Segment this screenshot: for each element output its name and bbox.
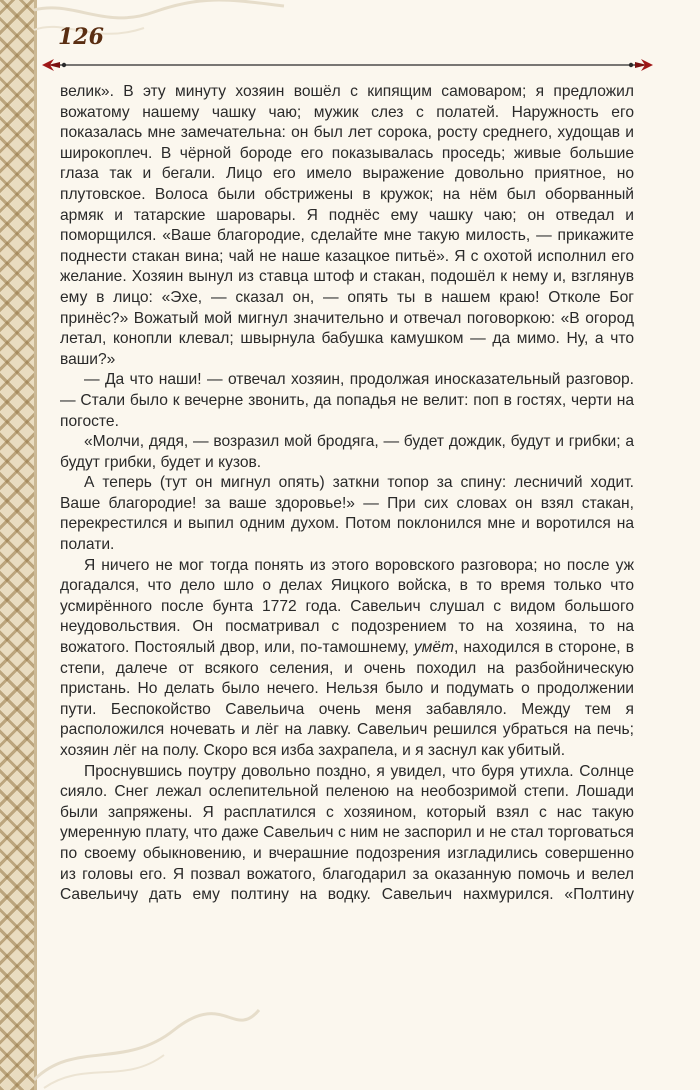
- swirl-ornament-bottom: [34, 1000, 264, 1090]
- page-number: 126: [58, 24, 104, 50]
- paragraph: Я ничего не мог тогда понять из этого воровского разговора; но после уж догадался, что дело шло о делах Яицкого войска, в то время только что усмирённого после бунта 1772 года. Савельич слушал с видом большого неудовольствия. Он посматривал с подозрением то на хозяина, то на вожатого. Постоялый двор, или, по-тамошнему, умёт, находился в стороне, в степи, далече от всякого селения, и очень походил на разбойническую пристань. Но делать было нечего. Нельзя было и подумать о продолжении пути. Беспокойство Савельича очень меня забавляло. Между тем я расположился ночевать и лёг на лавку. Савельич решился убраться на печь; хозяин лёг на полу. Скоро вся изба захрапела, и я заснул как убитый.: [60, 556, 635, 759]
- paragraph: велик». В эту минуту хозяин вошёл с кипящим самоваром; я предложил вожатому нашему чашку чаю; мужик слез с полатей. Наружность его показалась мне замечательна: он был лет сорока, росту среднего, худощав и широкоплеч. В чёрной бороде его показывалась проседь; живые большие глаза так и бегали. Лицо его имело выражение довольно приятное, но плутовское. Волоса были обстрижены в кружок; на нём был оборванный армяк и татарские шаровары. Я поднёс ему чашку чаю; он отведал и поморщился. «Ваше благородие, сделайте мне такую милость, — прикажите поднести стакан вина; чай не наше казацкое питьё». Я с охотой исполнил его желание. Хозяин вынул из ставца штоф и стакан, подошёл к нему и, взглянув ему в лицо: «Эхе, — сказал он, — опять ты в нашем краю! Отколе Бог принёс?» Вожатый мой мигнул значительно и отвечал поговоркою: «В огород летал, конопли клевал; швырнула бабушка камушком — да мимо. Ну, а что ваши?»: [60, 83, 634, 368]
- header-ornament-rule: [40, 50, 655, 80]
- decorative-border: [0, 0, 37, 1090]
- paragraph: «Молчи, дядя, — возразил мой бродяга, — будет дождик, будут и грибки; а будут грибки, будет и кузов.: [60, 433, 634, 471]
- body-text: [60, 82, 634, 906]
- paragraph: А теперь (тут он мигнул опять) заткни топор за спину: лесничий ходит. Ваше благородие! за ваше здоровье!» — При сих словах он взял стакан, перекрестился и выпил одним духом. Потом поклонился мне и воротился на полати.: [60, 474, 634, 554]
- italic-word: умёт: [413, 639, 455, 657]
- paragraph: — Да что наши! — отвечал хозяин, продолжая иносказательный разговор. — Стали было к вечерне звонить, да попадья не велит: поп в гостях, черти на погосте.: [60, 371, 634, 430]
- paragraph: Проснувшись поутру довольно поздно, я увидел, что буря утихла. Солнце сияло. Снег лежал ослепительной пеленою на необозримой степи. Лошади были запряжены. Я расплатился с хозяином, который взял с нас такую умеренную плату, что даже Савельич с ним не заспорил и не стал торговаться по своему обыкновению, и вчерашние подозрения изгладились совершенно из головы его. Я позвал вожатого, благодарил за оказанную помочь и велел Савельичу дать ему полтину на водку. Савельич нахмурился. «Полтину: [60, 762, 634, 904]
